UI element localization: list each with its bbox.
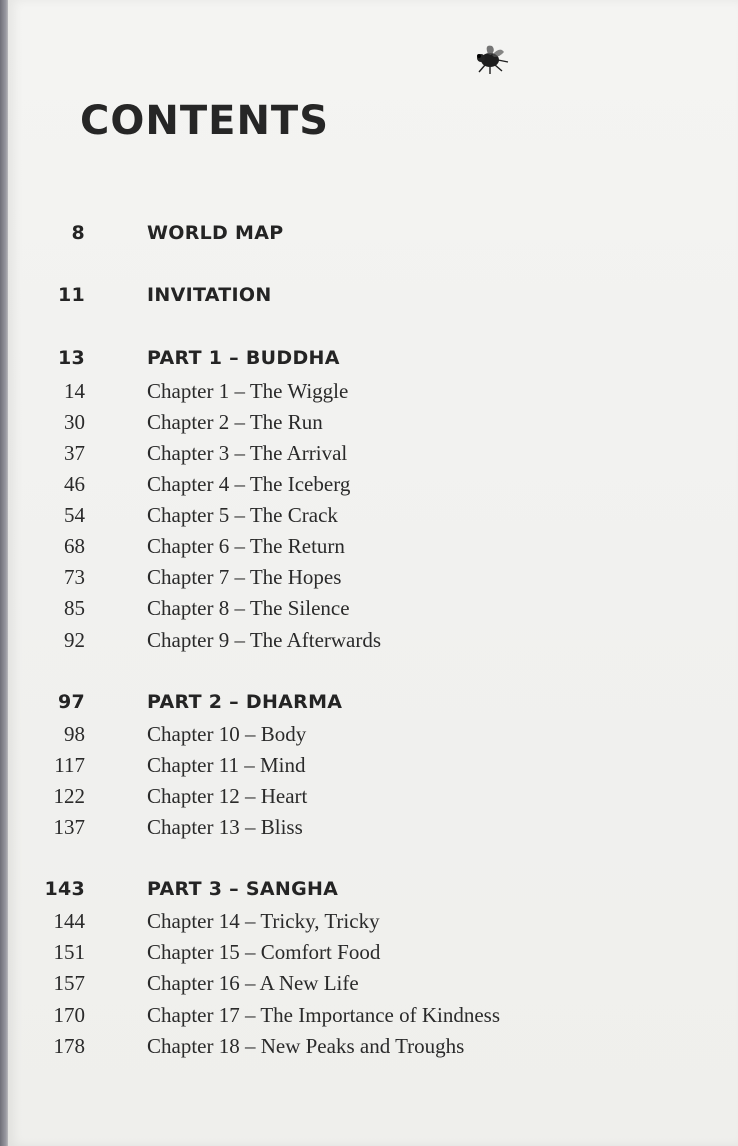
toc-chapter-entry [0,376,700,406]
toc-chapter-entry [0,937,700,967]
toc-page-number: 92 [64,628,85,652]
toc-page-number: 170 [53,1003,85,1027]
toc-section-heading [0,874,700,904]
toc-chapter-entry [0,625,700,655]
toc-entry-label: Chapter 15 – Comfort Food [147,940,381,964]
toc-chapter-entry [0,1031,700,1061]
toc-page-number: 151 [53,940,85,964]
toc-page-number: 37 [64,441,85,465]
toc-chapter-entry [0,531,700,561]
toc-page-number: 13 [57,347,85,369]
toc-section-heading [0,343,700,373]
toc-chapter-entry [0,1000,700,1030]
toc-page-number: 85 [64,596,85,620]
page-title: CONTENTS [80,98,330,144]
toc-page-number: 14 [64,379,85,403]
toc-page-number: 97 [57,691,85,713]
toc-page-number: 8 [71,222,85,244]
toc-entry-label: Chapter 16 – A New Life [147,971,359,995]
toc-page-number: 122 [53,784,85,808]
toc-entry-label: Chapter 11 – Mind [147,753,306,777]
toc-entry-label: Chapter 13 – Bliss [147,815,303,839]
toc-chapter-entry [0,906,700,936]
toc-chapter-entry [0,719,700,749]
toc-page-number: 98 [64,722,85,746]
toc-page-number: 54 [64,503,85,527]
toc-chapter-entry [0,500,700,530]
toc-page-number: 178 [53,1034,85,1058]
toc-page-number: 117 [54,753,85,777]
toc-chapter-entry [0,438,700,468]
toc-chapter-entry [0,407,700,437]
toc-entry-label: PART 1 – BUDDHA [147,347,340,369]
toc-entry-label: Chapter 9 – The Afterwards [147,628,382,652]
toc-section-heading [0,280,700,310]
toc-entry-label: Chapter 4 – The Iceberg [147,472,351,496]
toc-entry-label: Chapter 8 – The Silence [147,596,350,620]
toc-page-number: 157 [53,971,85,995]
toc-entry-label: Chapter 7 – The Hopes [147,565,342,589]
toc-entry-label: Chapter 10 – Body [147,722,307,746]
toc-page-number: 68 [64,534,85,558]
toc-entry-label: PART 3 – SANGHA [147,878,339,900]
toc-entry-label: Chapter 5 – The Crack [147,503,338,527]
toc-entry-label: Chapter 2 – The Run [147,410,323,434]
toc-chapter-entry [0,562,700,592]
toc-page-number: 30 [64,410,85,434]
toc-entry-label: Chapter 17 – The Importance of Kindness [147,1003,501,1027]
toc-chapter-entry [0,781,700,811]
toc-chapter-entry [0,469,700,499]
toc-section-heading [0,687,700,717]
toc-chapter-entry [0,593,700,623]
toc-entry-label: Chapter 18 – New Peaks and Troughs [147,1034,465,1058]
toc-page-number: 144 [53,909,85,933]
toc-entry-label: WORLD MAP [147,222,284,244]
toc-entry-label: Chapter 1 – The Wiggle [147,379,349,403]
toc-entry-label: INVITATION [147,284,272,306]
toc-page-number: 143 [44,878,85,900]
toc-chapter-entry [0,750,700,780]
toc-entry-label: PART 2 – DHARMA [147,691,343,713]
toc-page-number: 73 [64,565,85,589]
toc-chapter-entry [0,812,700,842]
toc-page-number: 46 [64,472,85,496]
toc-page-number: 11 [57,284,85,306]
toc-entry-label: Chapter 12 – Heart [147,784,308,808]
toc-chapter-entry [0,968,700,998]
toc-page-number: 137 [53,815,85,839]
toc-entry-label: Chapter 6 – The Return [147,534,345,558]
toc-entry-label: Chapter 14 – Tricky, Tricky [147,909,380,933]
toc-section-heading [0,218,700,248]
toc-entry-label: Chapter 3 – The Arrival [147,441,348,465]
